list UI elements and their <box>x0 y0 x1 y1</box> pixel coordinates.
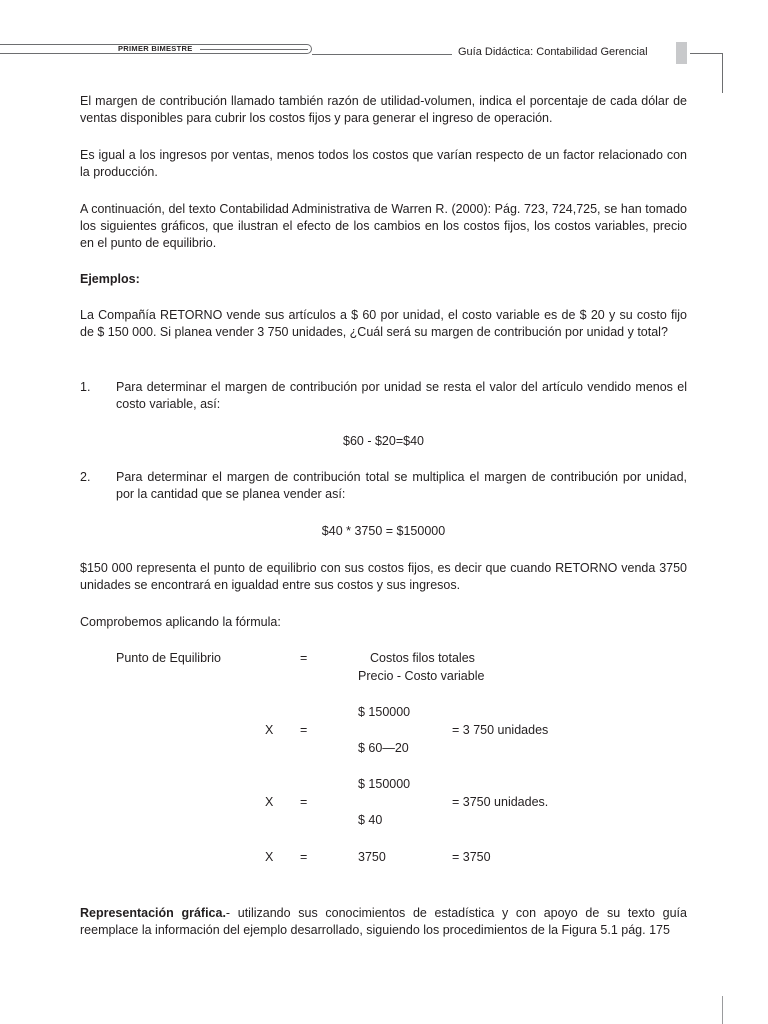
header-vertical-rule <box>722 53 723 93</box>
row1-result: = 3 750 unidades <box>452 723 549 737</box>
row2-result: = 3750 unidades. <box>452 795 549 809</box>
paragraph-warren-reference: A continuación, del texto Contabilidad Administrativa de Warren R. (2000): Pág. 723, 724,725, se han tomado los siguientes gráficos, que ilustran el efecto de los cambios en los costos fijos, los costos variables, precio en el punto de equilibrio. <box>80 202 687 250</box>
examples-heading: Ejemplos: <box>80 272 140 286</box>
row2-denominator: $ 40 <box>358 813 383 827</box>
row1-equals: = <box>300 723 308 737</box>
equation-unit-margin: $60 - $20=$40 <box>343 434 424 448</box>
formula-label: Punto de Equilibrio <box>116 651 221 665</box>
header-tab-marker <box>676 42 687 64</box>
paragraph-verify: Comprobemos aplicando la fórmula: <box>80 615 281 629</box>
row3-result: = 3750 <box>452 850 491 864</box>
row1-denominator: $ 60—20 <box>358 741 409 755</box>
paragraph-break-even: $150 000 representa el punto de equilibrio con sus costos fijos, es decir que cuando RETORNO venda 3750 unidades se encontrará en igualdad entre sus costos y sus ingresos. <box>80 561 687 592</box>
row2-variable: X <box>265 795 274 809</box>
row1-variable: X <box>265 723 274 737</box>
row3-equals: = <box>300 850 308 864</box>
graphic-text: - utilizando sus conocimientos de estadística y con apoyo de su texto guía reemplace la información del ejemplo desarrollado, siguiendo los procedimientos de la Figura 5.1 pág. 175 <box>80 906 687 937</box>
row2-numerator: $ 150000 <box>358 777 411 791</box>
list-number: 2. <box>80 470 91 484</box>
formula-numerator: Costos filos totales <box>370 651 475 665</box>
row3-variable: X <box>265 850 274 864</box>
paragraph-contribution-margin: El margen de contribución llamado también razón de utilidad-volumen, indica el porcentaje de cada dólar de ventas disponibles para cubrir los costos fijos y para generar el ingreso de operación. <box>80 94 687 125</box>
section-label: PRIMER BIMESTRE <box>118 44 193 53</box>
row1-numerator: $ 150000 <box>358 705 411 719</box>
paragraph-retorno-problem: La Compañía RETORNO vende sus artículos a $ 60 por unidad, el costo variable es de $ 20 y su costo fijo de $ 150 000. Si planea vender 3 750 unidades, ¿Cuál será su margen de contribución por unidad y total? <box>80 308 687 339</box>
paragraph-sales-minus-costs: Es igual a los ingresos por ventas, menos todos los costos que varían respecto de un factor relacionado con la producción. <box>80 148 687 179</box>
list-text: Para determinar el margen de contribución por unidad se resta el valor del artículo vendido menos el costo variable, así: <box>116 380 687 411</box>
footer-vertical-rule <box>722 996 723 1024</box>
row2-equals: = <box>300 795 308 809</box>
equation-total-margin: $40 * 3750 = $150000 <box>321 524 446 538</box>
formula-equals: = <box>300 651 308 665</box>
paragraph-graphic-representation <box>80 905 687 939</box>
list-text: Para determinar el margen de contribución total se multiplica el margen de contribución por unidad, por la cantidad que se planea vender así: <box>116 470 687 501</box>
graphic-heading: Representación gráfica. <box>80 906 226 920</box>
guide-title: Guía Didáctica: Contabilidad Gerencial <box>458 46 648 58</box>
list-number: 1. <box>80 380 91 394</box>
header-corner-rule <box>690 53 722 54</box>
formula-denominator: Precio - Costo variable <box>358 669 485 683</box>
header-inner-rule <box>200 49 308 50</box>
header-right-rule <box>312 54 452 55</box>
row3-value: 3750 <box>358 850 386 864</box>
